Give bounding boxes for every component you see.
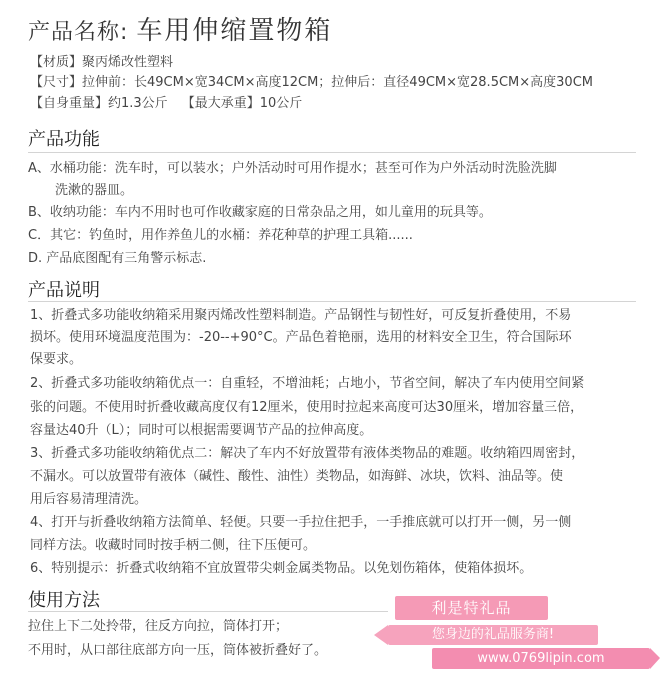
description-line: 张的问题。不使用时折叠收藏高度仅有12厘米，使用时拉起来高度可达30厘米，增加容量三倍， [30,400,584,415]
description-line: 保要求。 [30,352,83,367]
description-heading: 产品说明 [28,280,100,301]
product-title-label: 产品名称: [28,20,129,45]
function-item-a-cont: 洗漱的器皿。 [55,183,134,198]
description-divider [28,301,636,302]
product-title-name: 车用伸缩置物箱 [136,16,333,46]
usage-divider [28,611,388,612]
spec-weight: 【自身重量】约1.3公斤 [30,96,168,111]
function-item-b: B、收纳功能：车内不用时也可作收藏家庭的日常杂品之用，如儿童用的玩具等。 [28,205,492,220]
description-line: 不漏水。可以放置带有液体（碱性、酸性、油性）类物品，如海鲜、冰块，饮料、油品等。使 [30,469,564,484]
spec-size: 【尺寸】拉伸前：长49CM×宽34CM×高度12CM；拉伸后：直径49CM×宽28.5CM×高度30CM [30,75,593,90]
description-line: 3、折叠式多功能收纳箱优点二：解决了车内不好放置带有液体类物品的难题。收纳箱四周密封， [30,446,585,461]
usage-line: 拉住上下二处拎带，往反方向拉，筒体打开； [28,619,289,634]
function-item-a: A、水桶功能：洗车时，可以装水；户外活动时可用作提水；甚至可作为户外活动时洗脸洗脚 [28,161,557,176]
description-line: 用后容易清理清洗。 [30,492,148,507]
usage-line: 不用时，从口部往底部方向一压，筒体被折叠好了。 [28,643,328,658]
watermark-slogan: 您身边的礼品服务商! [388,625,598,645]
description-line: 同样方法。收藏时同时按手柄二侧，往下压便可。 [30,538,317,553]
description-line: 损坏。使用环境温度范围为：-20--+90°C。产品色着艳丽，选用的材料安全卫生，符合国际环 [30,330,572,345]
watermark-brand: 利是特礼品 [395,596,548,620]
function-item-d: D. 产品底图配有三角警示标志. [28,251,207,266]
functions-divider [28,152,636,153]
description-line: 容量达40升（L）；同时可以根据需要调节产品的拉伸高度。 [30,423,373,438]
description-line: 2、折叠式多功能收纳箱优点一：自重轻，不增油耗；占地小，节省空间，解决了车内使用空间紧 [30,376,585,391]
spec-material: 【材质】聚丙烯改性塑料 [30,55,174,70]
description-line: 6、特别提示：折叠式收纳箱不宜放置带尖刺金属类物品。以免划伤箱体，使箱体损坏。 [30,561,533,576]
usage-heading: 使用方法 [28,590,100,611]
watermark-url: www.0769lipin.com [432,648,650,669]
description-line: 4、打开与折叠收纳箱方法简单、轻便。只要一手拉住把手，一手推底就可以打开一侧，另一侧 [30,515,572,530]
spec-weight-row [30,94,302,114]
functions-heading: 产品功能 [28,129,100,150]
function-item-c: C．其它：钓鱼时，用作养鱼儿的水桶：养花种草的护理工具箱...... [28,228,413,243]
product-title [28,10,332,46]
description-line: 1、折叠式多功能收纳箱采用聚丙烯改性塑料制造。产品钢性与韧性好，可反复折叠使用，不易 [30,308,572,323]
spec-max-load: 【最大承重】10公斤 [181,96,303,111]
